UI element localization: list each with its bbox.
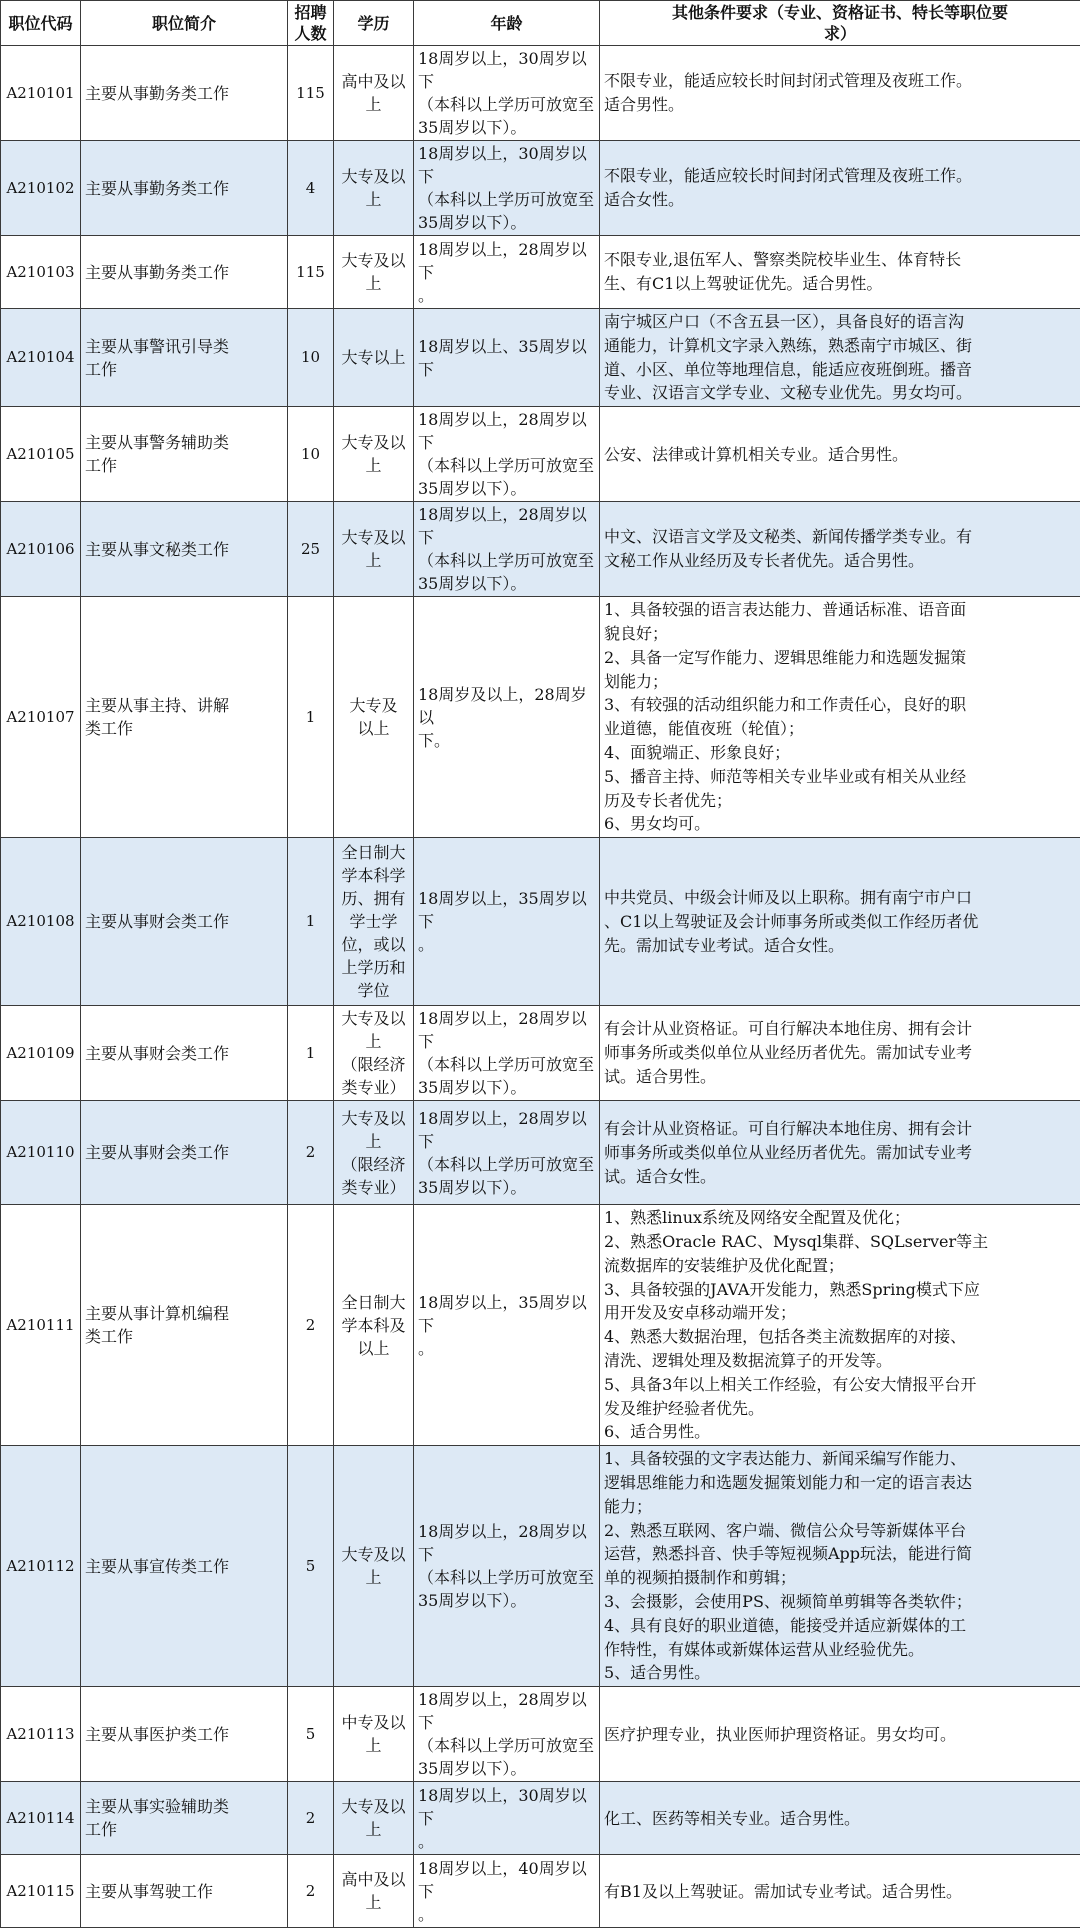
- position-code: A210105: [1, 407, 81, 502]
- position-description: 主要从事财会类工作: [81, 838, 288, 1006]
- position-code: A210112: [1, 1446, 81, 1687]
- education: 中专及以 上: [334, 1687, 414, 1782]
- other-requirements: 医疗护理专业，执业医师护理资格证。男女均可。: [600, 1687, 1080, 1782]
- education: 大专及以 上 （限经济 类专业）: [334, 1006, 414, 1101]
- other-requirements: 有会计从业资格证。可自行解决本地住房、拥有会计 师事务所或类似单位从业经历者优先。需加试专业考 试。适合女性。: [600, 1101, 1080, 1205]
- position-description: 主要从事财会类工作: [81, 1006, 288, 1101]
- table-row: [1, 597, 1080, 838]
- age-requirement: 18周岁及以上，28周岁以 下。: [414, 597, 600, 838]
- age-requirement: 18周岁以上，30周岁以下 （本科以上学历可放宽至 35周岁以下）。: [414, 46, 600, 141]
- other-requirements: 1、具备较强的文字表达能力、新闻采编写作能力、 逻辑思维能力和选题发掘策划能力和一定的语言表达 能力； 2、熟悉互联网、客户端、微信公众号等新媒体平台 运营，熟悉抖音、快手等短视频App玩法，能进行简 单的视频拍摄制作和剪辑； 3、会摄影，会使用PS、视频简单剪辑等各类软件； 4、具有良好的职业道德，能接受并适应新媒体的工 作特性，有媒体或新媒体运营从业经验优先。 5、适合男性。: [600, 1446, 1080, 1687]
- header-education: 学历: [334, 1, 414, 46]
- position-code: A210110: [1, 1101, 81, 1205]
- other-requirements: 南宁城区户口（不含五县一区），具备良好的语言沟 通能力，计算机文字录入熟练，熟悉南宁市城区、街 道、小区、单位等地理信息，能适应夜班倒班。播音 专业、汉语言文学专业、文秘专业优先。男女均可。: [600, 309, 1080, 407]
- headcount: 4: [288, 141, 334, 236]
- headcount: 1: [288, 597, 334, 838]
- education: 全日制大 学本科及 以上: [334, 1205, 414, 1446]
- position-code: A210106: [1, 502, 81, 597]
- headcount: 10: [288, 407, 334, 502]
- age-requirement: 18周岁以上，35周岁以下 。: [414, 838, 600, 1006]
- age-requirement: 18周岁以上，28周岁以下 （本科以上学历可放宽至 35周岁以下）。: [414, 502, 600, 597]
- other-requirements: 1、熟悉linux系统及网络安全配置及优化； 2、熟悉Oracle RAC、Mysql集群、SQLserver等主 流数据库的安装维护及优化配置； 3、具备较强的JAVA开发能力，熟悉Spring模式下应 用开发及安卓移动端开发； 4、熟悉大数据治理，包括各类主流数据库的对接、 清洗、逻辑处理及数据流算子的开发等。 5、具备3年以上相关工作经验，有公安大情报平台开 发及维护经验者优先。 6、适合男性。: [600, 1205, 1080, 1446]
- age-requirement: 18周岁以上，30周岁以下 。: [414, 1782, 600, 1855]
- education: 大专及以 上: [334, 1446, 414, 1687]
- table-row: [1, 141, 1080, 236]
- headcount: 1: [288, 1006, 334, 1101]
- age-requirement: 18周岁以上，28周岁以下 （本科以上学历可放宽至 35周岁以下）。: [414, 407, 600, 502]
- position-description: 主要从事勤务类工作: [81, 141, 288, 236]
- position-description: 主要从事驾驶工作: [81, 1855, 288, 1928]
- position-code: A210104: [1, 309, 81, 407]
- position-description: 主要从事医护类工作: [81, 1687, 288, 1782]
- position-code: A210111: [1, 1205, 81, 1446]
- header-age: 年龄: [414, 1, 600, 46]
- education: 大专及以 上: [334, 236, 414, 309]
- header-headcount: 招聘 人数: [288, 1, 334, 46]
- position-code: A210107: [1, 597, 81, 838]
- headcount: 10: [288, 309, 334, 407]
- table-row: [1, 46, 1080, 141]
- education: 大专及以 上: [334, 407, 414, 502]
- position-code: A210113: [1, 1687, 81, 1782]
- table-row: [1, 1006, 1080, 1101]
- education: 大专及以 上: [334, 141, 414, 236]
- table-row: [1, 1855, 1080, 1928]
- headcount: 2: [288, 1101, 334, 1205]
- header-code: 职位代码: [1, 1, 81, 46]
- position-code: A210103: [1, 236, 81, 309]
- other-requirements: 1、具备较强的语言表达能力、普通话标准、语音面 貌良好； 2、具备一定写作能力、逻辑思维能力和选题发掘策 划能力； 3、有较强的活动组织能力和工作责任心，良好的职 业道德，能值夜班（轮值）； 4、面貌端正、形象良好； 5、播音主持、师范等相关专业毕业或有相关从业经 历及专长者优先； 6、男女均可。: [600, 597, 1080, 838]
- other-requirements: 中共党员、中级会计师及以上职称。拥有南宁市户口 、C1以上驾驶证及会计师事务所或类似工作经历者优 先。需加试专业考试。适合女性。: [600, 838, 1080, 1006]
- age-requirement: 18周岁以上，28周岁以下 （本科以上学历可放宽至 35周岁以下）。: [414, 1006, 600, 1101]
- position-code: A210102: [1, 141, 81, 236]
- age-requirement: 18周岁以上，35周岁以下 。: [414, 1205, 600, 1446]
- education: 大专及以 上: [334, 1782, 414, 1855]
- headcount: 5: [288, 1687, 334, 1782]
- position-description: 主要从事实验辅助类 工作: [81, 1782, 288, 1855]
- age-requirement: 18周岁以上，30周岁以下 （本科以上学历可放宽至 35周岁以下）。: [414, 141, 600, 236]
- headcount: 1: [288, 838, 334, 1006]
- table-row: [1, 838, 1080, 1006]
- position-description: 主要从事勤务类工作: [81, 236, 288, 309]
- table-row: [1, 1687, 1080, 1782]
- position-description: 主要从事警务辅助类 工作: [81, 407, 288, 502]
- position-description: 主要从事勤务类工作: [81, 46, 288, 141]
- headcount: 5: [288, 1446, 334, 1687]
- age-requirement: 18周岁以上，40周岁以下 。: [414, 1855, 600, 1928]
- other-requirements: 不限专业,退伍军人、警察类院校毕业生、体育特长 生、有C1以上驾驶证优先。适合男性。: [600, 236, 1080, 309]
- position-description: 主要从事计算机编程 类工作: [81, 1205, 288, 1446]
- education: 全日制大 学本科学 历、拥有 学士学 位，或以 上学历和 学位: [334, 838, 414, 1006]
- position-description: 主要从事文秘类工作: [81, 502, 288, 597]
- position-code: A210101: [1, 46, 81, 141]
- position-code: A210115: [1, 1855, 81, 1928]
- position-code: A210109: [1, 1006, 81, 1101]
- other-requirements: 不限专业，能适应较长时间封闭式管理及夜班工作。 适合男性。: [600, 46, 1080, 141]
- table-row: [1, 1205, 1080, 1446]
- table-row: [1, 236, 1080, 309]
- age-requirement: 18周岁以上、35周岁以下: [414, 309, 600, 407]
- table-row: [1, 1782, 1080, 1855]
- headcount: 115: [288, 46, 334, 141]
- age-requirement: 18周岁以上，28周岁以下 （本科以上学历可放宽至 35周岁以下）。: [414, 1687, 600, 1782]
- table-row: [1, 1446, 1080, 1687]
- position-description: 主要从事宣传类工作: [81, 1446, 288, 1687]
- table-row: [1, 309, 1080, 407]
- other-requirements: 有会计从业资格证。可自行解决本地住房、拥有会计 师事务所或类似单位从业经历者优先。需加试专业考 试。适合男性。: [600, 1006, 1080, 1101]
- education: 大专以上: [334, 309, 414, 407]
- position-code: A210114: [1, 1782, 81, 1855]
- education: 大专及以 上 （限经济 类专业）: [334, 1101, 414, 1205]
- position-code: A210108: [1, 838, 81, 1006]
- other-requirements: 化工、医药等相关专业。适合男性。: [600, 1782, 1080, 1855]
- table-row: [1, 1101, 1080, 1205]
- age-requirement: 18周岁以上，28周岁以下 。: [414, 236, 600, 309]
- table-body: [1, 46, 1080, 1928]
- other-requirements: 中文、汉语言文学及文秘类、新闻传播学类专业。有 文秘工作从业经历及专长者优先。适合男性。: [600, 502, 1080, 597]
- age-requirement: 18周岁以上，28周岁以下 （本科以上学历可放宽至 35周岁以下）。: [414, 1101, 600, 1205]
- education: 大专及 以上: [334, 597, 414, 838]
- age-requirement: 18周岁以上，28周岁以下 （本科以上学历可放宽至 35周岁以下）。: [414, 1446, 600, 1687]
- education: 高中及以 上: [334, 1855, 414, 1928]
- position-description: 主要从事警讯引导类 工作: [81, 309, 288, 407]
- other-requirements: 不限专业，能适应较长时间封闭式管理及夜班工作。 适合女性。: [600, 141, 1080, 236]
- headcount: 25: [288, 502, 334, 597]
- headcount: 2: [288, 1782, 334, 1855]
- education: 高中及以 上: [334, 46, 414, 141]
- header-requirements: 其他条件要求（专业、资格证书、特长等职位要 求）: [600, 1, 1080, 46]
- table-row: [1, 407, 1080, 502]
- position-description: 主要从事财会类工作: [81, 1101, 288, 1205]
- position-description: 主要从事主持、讲解 类工作: [81, 597, 288, 838]
- table-row: [1, 502, 1080, 597]
- headcount: 2: [288, 1855, 334, 1928]
- header-row: [1, 1, 1080, 46]
- header-description: 职位简介: [81, 1, 288, 46]
- headcount: 115: [288, 236, 334, 309]
- headcount: 2: [288, 1205, 334, 1446]
- other-requirements: 有B1及以上驾驶证。需加试专业考试。适合男性。: [600, 1855, 1080, 1928]
- other-requirements: 公安、法律或计算机相关专业。适合男性。: [600, 407, 1080, 502]
- education: 大专及以 上: [334, 502, 414, 597]
